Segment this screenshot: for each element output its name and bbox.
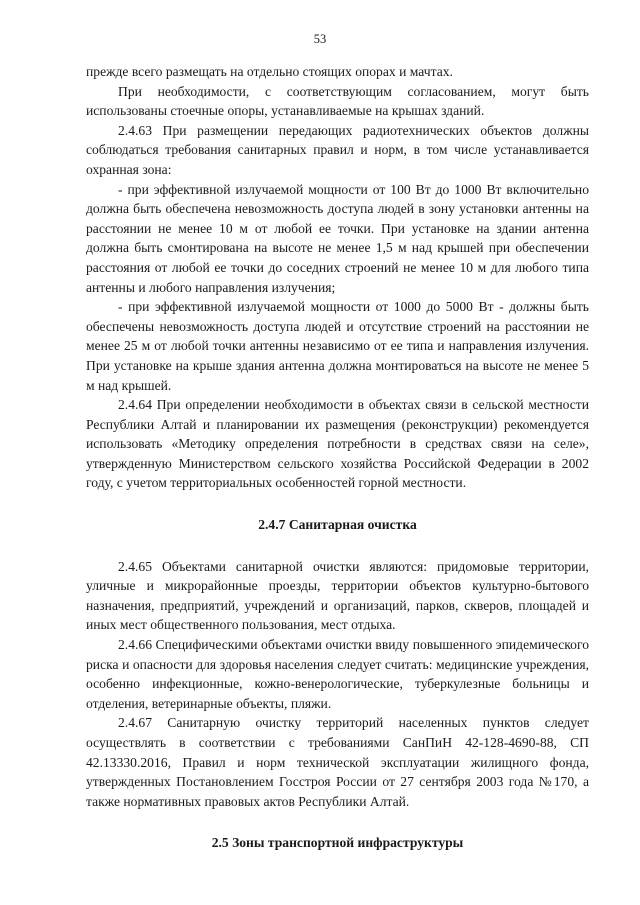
text-block-sanitary [86, 557, 589, 812]
paragraph: 2.4.66 Специфическими объектами очистки ввиду повышенного эпидемического риска и опасности для здоровья населения следует считать: медицинские учреждения, особенно инфекционные, кожно-венерологические, туберкулезные больницы и отделения, ветеринарные объекты, пляжи. [86, 637, 589, 711]
paragraph: 2.4.64 При определении необходимости в объектах связи в сельской местности Республики Алтай и планировании их размещения (реконструкции) рекомендуется использовать «Методику определения потребности в средствах связи на селе», утвержденную Министерством сельского хозяйства Российской Федерации в 2002 году, с учетом территориальных особенностей горной местности. [86, 397, 589, 491]
body-text [86, 62, 589, 853]
paragraph: - при эффективной излучаемой мощности от 1000 до 5000 Вт - должны быть обеспечены невозможность доступа людей и отсутствие строений на расстоянии не менее 25 м от любой точки антенны независимо от ее типа и направления излучения. При установке на крыше здания антенна должна монтироваться на высоте не менее 5 м над крышей. [86, 299, 589, 393]
paragraph: 2.4.63 При размещении передающих радиотехнических объектов должны соблюдаться требования санитарных правил и норм, в том числе устанавливается охранная зона: [86, 122, 589, 177]
section-heading-transport-zones: 2.5 Зоны транспортной инфраструктуры [211, 835, 464, 851]
section-heading-sanitary-cleaning: 2.4.7 Санитарная очистка [258, 517, 417, 533]
paragraph: - при эффективной излучаемой мощности от 100 Вт до 1000 Вт включительно должна быть обеспечена невозможность доступа людей в зону установки антенны на расстоянии не менее 10 м от любой ее точки. При установке на здании антенна должна быть смонтирована на высоте не менее 1,5 м над крышей при обеспечении расстояния от любой ее точки до соседних строений не менее 10 м для любого типа антенны и любого направления излучения; [86, 181, 589, 295]
paragraph: При необходимости, с соответствующим согласованием, могут быть использованы стоечные опоры, устанавливаемые на крышах зданий. [86, 83, 589, 119]
text-block-telecom [86, 62, 589, 493]
paragraph: 2.4.65 Объектами санитарной очистки являются: придомовые территории, уличные и микрорайонные проезды, территории объектов культурно-бытового назначения, предприятий, учреждений и организаций, парков, скверов, площадей и иных мест общественного пользования, мест отдыха. [86, 558, 589, 633]
paragraph: 2.4.67 Санитарную очистку территорий населенных пунктов следует осуществлять в соответствии с требованиями СанПиН 42-128-4690-88, СП 42.13330.2016, Правил и норм технической эксплуатации жилищного фонда, утвержденных Постановлением Госстроя России от 27 сентября 2003 года №170, а также нормативных правовых актов Республики Алтай. [86, 715, 589, 809]
page-number: 53 [313, 32, 327, 46]
paragraph: прежде всего размещать на отдельно стоящих опорах и мачтах. [86, 64, 453, 79]
